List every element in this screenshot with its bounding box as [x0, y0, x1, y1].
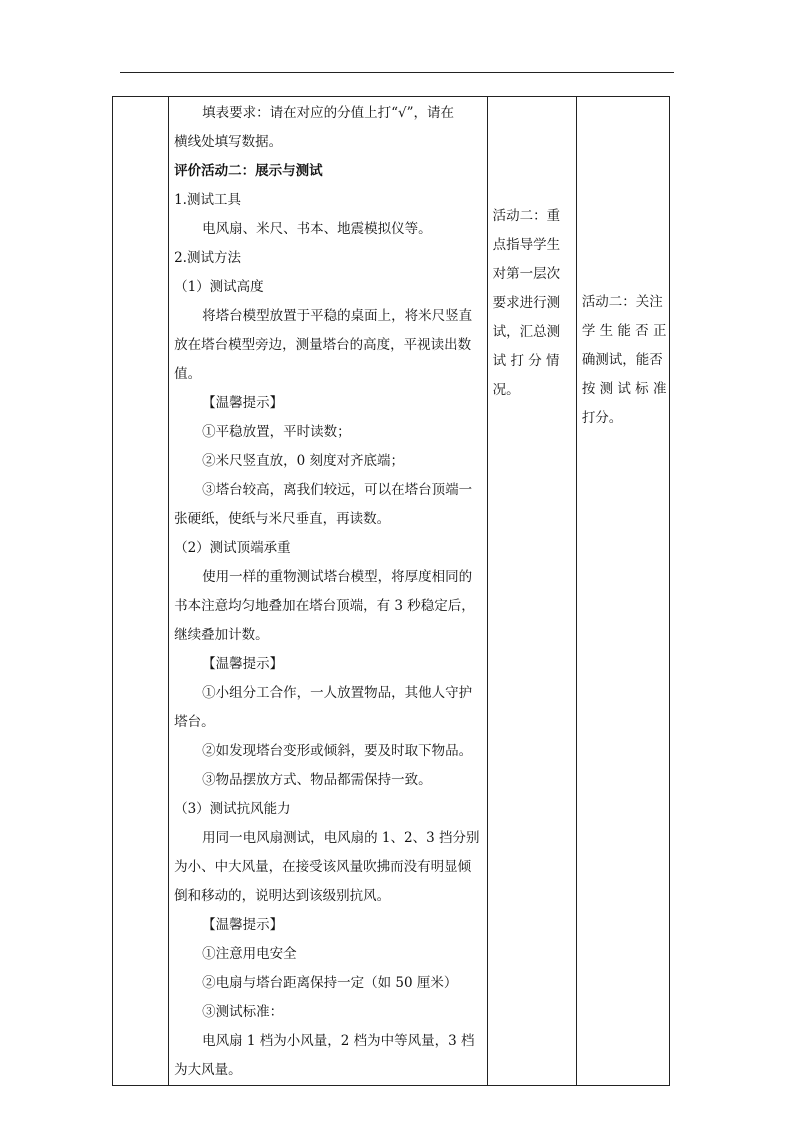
lesson-table	[112, 96, 670, 1086]
content-line: 【温馨提示】	[202, 395, 284, 411]
content-line: 2.测试方法	[174, 250, 241, 266]
evaluation-line: 学 生 能 否 正	[581, 323, 667, 339]
teacher-guidance-line: 活动二：重	[492, 208, 561, 224]
content-line: ①小组分工合作，一人放置物品，其他人守护	[202, 685, 473, 701]
content-line: 横线处填写数据。	[174, 134, 283, 150]
empty-cell	[113, 97, 169, 1086]
teacher-guidance	[488, 97, 576, 405]
evaluation-cell	[576, 97, 669, 1086]
content-line: ③测试标准：	[202, 1004, 284, 1020]
teacher-guidance-line: 要求进行测	[492, 295, 561, 311]
teacher-guidance-line: 试 打 分 情	[492, 353, 560, 369]
teacher-guidance-line: 对第一层次	[492, 266, 561, 282]
content-line: ②米尺竖直放，0 刻度对齐底端；	[202, 453, 404, 469]
header-rule	[120, 72, 674, 73]
content-line: 放在塔台模型旁边，测量塔台的高度，平视读出数	[174, 337, 472, 353]
table-row	[113, 97, 670, 1086]
content-line: 为小、中大风量，在接受该风量吹拂而没有明显倾	[174, 859, 472, 875]
content-line: 电风扇、米尺、书本、地震模拟仪等。	[202, 221, 432, 237]
content-line: 【温馨提示】	[202, 656, 284, 672]
teacher-guidance-line: 试，汇总测	[492, 324, 561, 340]
content-line: ①平稳放置，平时读数；	[202, 424, 351, 440]
content-line: 填表要求：请在对应的分值上打“√”，请在	[202, 105, 454, 121]
content-line: ①注意用电安全	[202, 946, 297, 962]
content-line: 继续叠加计数。	[174, 627, 269, 643]
content-line: 张硬纸，使纸与米尺垂直，再读数。	[174, 511, 391, 527]
content-line: 倒和移动的，说明达到该级别抗风。	[174, 888, 391, 904]
content-line: 用同一电风扇测试，电风扇的 1、2、3 挡分别	[202, 830, 480, 846]
content-line: 【温馨提示】	[202, 917, 284, 933]
content-line: 使用一样的重物测试塔台模型，将厚度相同的	[202, 569, 473, 585]
evaluation-line: 活动二：关注	[581, 294, 663, 310]
content-line: 1.测试工具	[174, 192, 241, 208]
evaluation-line: 按 测 试 标 准	[581, 381, 667, 397]
content-line: （2）测试顶端承重	[174, 540, 291, 556]
activity-content	[169, 97, 487, 1085]
content-line: 值。	[174, 366, 202, 382]
content-line: 书本注意均匀地叠加在塔台顶端，有 3 秒稳定后，	[174, 598, 475, 614]
teacher-guidance-line: 点指导学生	[492, 237, 561, 253]
teacher-guidance-line: 况。	[492, 382, 520, 398]
content-line: 为大风量。	[174, 1062, 242, 1078]
content-line: ③物品摆放方式、物品都需保持一致。	[202, 772, 432, 788]
content-line: ③塔台较高，离我们较远，可以在塔台顶端一	[202, 482, 473, 498]
content-line: ②如发现塔台变形或倾斜，要及时取下物品。	[202, 743, 473, 759]
evaluation-line: 打分。	[581, 410, 623, 426]
content-line: 评价活动二：展示与测试	[174, 163, 323, 179]
content-line: 塔台。	[174, 714, 215, 730]
content-line: 电风扇 1 档为小风量，2 档为中等风量，3 档	[202, 1033, 475, 1049]
content-line: （1）测试高度	[174, 279, 264, 295]
activity-content-cell	[169, 97, 488, 1086]
evaluation-line: 确测试，能否	[581, 352, 663, 368]
content-line: （3）测试抗风能力	[174, 801, 291, 817]
teacher-guidance-cell	[487, 97, 576, 1086]
content-line: ②电扇与塔台距离保持一定（如 50 厘米）	[202, 975, 458, 991]
evaluation-notes	[577, 97, 669, 433]
content-line: 将塔台模型放置于平稳的桌面上，将米尺竖直	[202, 308, 473, 324]
